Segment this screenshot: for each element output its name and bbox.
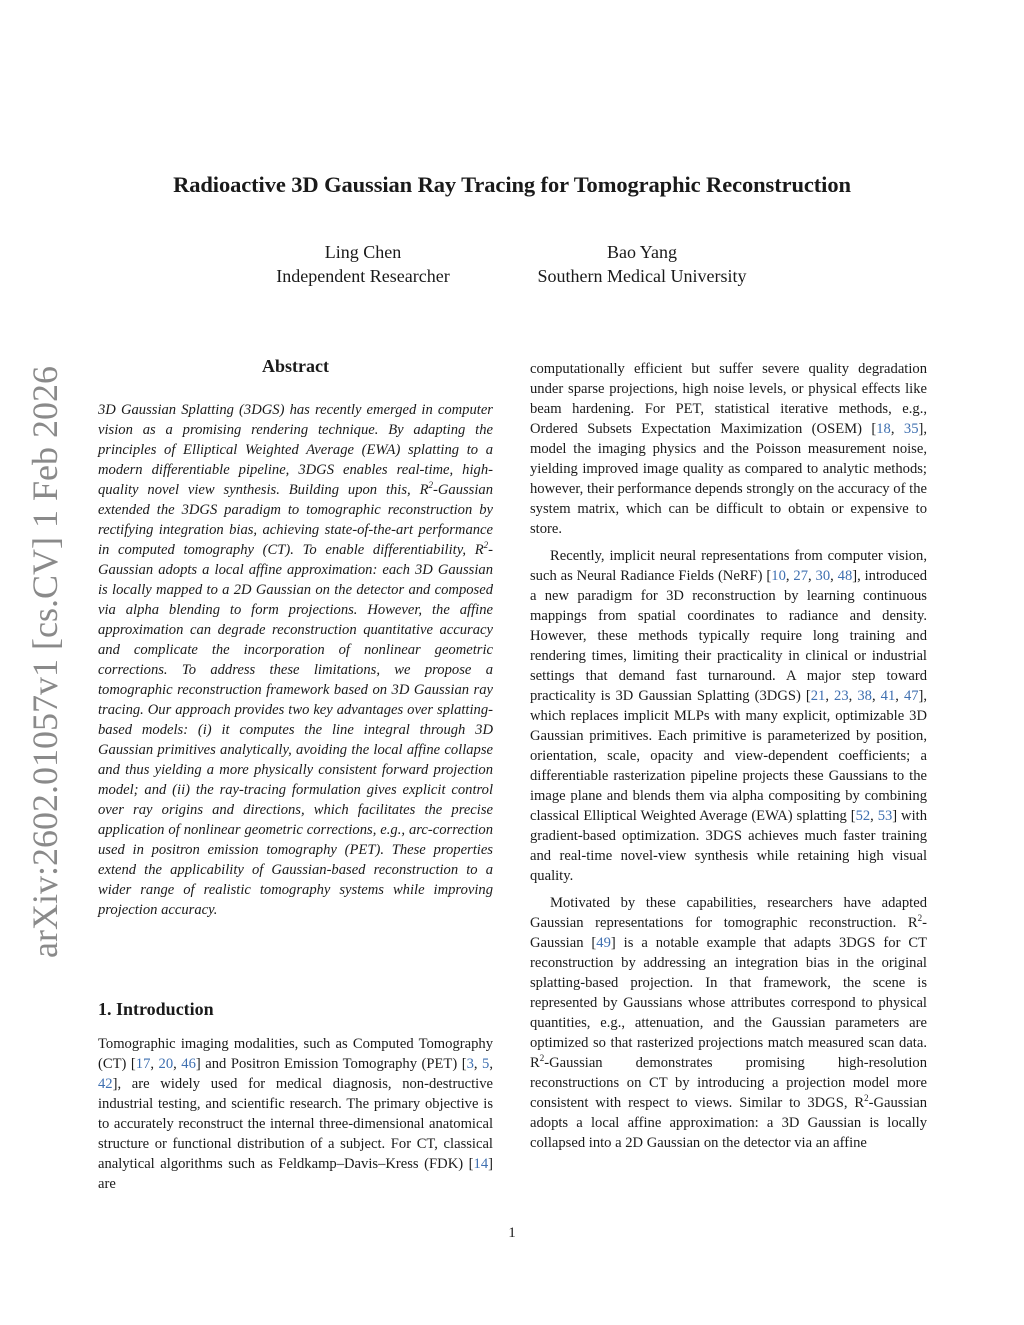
citation-link[interactable]: 18: [876, 421, 891, 437]
author-affiliation: Independent Researcher: [276, 266, 450, 286]
citation-link[interactable]: 48: [837, 568, 853, 584]
citation-link[interactable]: 27: [793, 568, 808, 584]
citation-link[interactable]: 46: [181, 1056, 196, 1072]
abstract-heading: Abstract: [262, 356, 329, 376]
citation-link[interactable]: 35: [903, 421, 919, 437]
page-number: 1: [508, 1225, 516, 1241]
right-column: [530, 359, 927, 1153]
citation-link[interactable]: 49: [596, 935, 611, 951]
citation-link[interactable]: 38: [857, 688, 872, 704]
citation-link[interactable]: 5: [482, 1056, 490, 1072]
citation-link[interactable]: 41: [880, 688, 896, 704]
intro-paragraph-1-continued: computationally efficient but suffer severe quality degradation under sparse projections, high noise levels, or physical effects like beam hardening. For PET, statistical iterative methods, e.g., Ordered Subsets Expectation Maximization (OSEM) [18, 35], model the imaging physics and the Poisson measurement noise, yielding improved image quality as compared to analytic methods; however, their performance depends strongly on the accuracy of the system matrix, which can be difficult to obtain or expensive to store.: [530, 361, 928, 537]
intro-paragraph-1: Tomographic imaging modalities, such as Computed Tomography (CT) [17, 20, 46] and Positron Emission Tomography (PET) [3, 5, 42], are widely used for medical diagnosis, non-destructive industrial testing, and scientific research. The primary objective is to accurately reconstruct the internal three-dimensional anatomical structure or functional distribution of a subject. For CT, classical analytical algorithms such as Feldkamp–Davis–Kress (FDK) [14] are: [98, 1036, 493, 1192]
citation-link[interactable]: 3: [466, 1056, 474, 1072]
citation-link[interactable]: 30: [815, 568, 831, 584]
section-heading-introduction: 1. Introduction: [98, 999, 214, 1019]
author-block-2: [492, 240, 792, 288]
citation-link[interactable]: 21: [810, 688, 826, 704]
intro-paragraph-3: Motivated by these capabilities, researchers have adapted Gaussian representations for tomographic reconstruction. $R^2$-Gaussian [49] is a notable example that adapts 3DGS for CT reconstruction by addressing an integration bias in the original splatting-based projection. In that framework, the scene is represented by Gaussians whose attributes correspond to physical quantities, e.g., attenuation, and the Gaussian parameters are optimized so that rasterized projections match measured scan data. $R^2$-Gaussian demonstrates promising high-resolution reconstructions on CT by introducing a projection model more consistent with respect to views. Similar to 3DGS, $R^2$-Gaussian adopts a local affine approximation: a 3D Gaussian is locally collapsed into a 2D Gaussian on the detector via an affine: [530, 895, 927, 1151]
author-affiliation: Southern Medical University: [537, 266, 747, 286]
citation-link[interactable]: 10: [771, 568, 786, 584]
paper-title: Radioactive 3D Gaussian Ray Tracing for Tomographic Reconstruction: [173, 172, 851, 197]
citation-link[interactable]: 17: [135, 1056, 151, 1072]
intro-paragraph-2: Recently, implicit neural representations from computer vision, such as Neural Radiance Fields (NeRF) [10, 27, 30, 48], introduced a new paradigm for 3D reconstruction by learning continuous mappings from spatial coordinates to radiance and density. However, these methods typically require long training and rendering times, limiting their practicality in clinical or industrial settings that demand fast turnaround. A major step toward practicality is 3D Gaussian Splatting (3DGS) [21, 23, 38, 41, 47], which replaces implicit MLPs with many explicit, optimizable 3D Gaussian primitives. Each primitive is parameterized by position, orientation, scale, opacity and view-dependent coefficients; a differentiable rasterization pipeline projects these Gaussians to the image plane and blends them via alpha compositing by combining classical Elliptical Weighted Average (EWA) splatting [52, 53] with gradient-based optimization. 3DGS achieves much faster training and real-time novel-view synthesis while retaining high visual quality.: [530, 548, 928, 884]
author-block-1: [213, 240, 513, 288]
citation-link[interactable]: 42: [98, 1076, 113, 1092]
citation-link[interactable]: 20: [158, 1056, 174, 1072]
citation-link[interactable]: 14: [473, 1156, 489, 1172]
citation-link[interactable]: 23: [834, 688, 849, 704]
citation-link[interactable]: 53: [877, 808, 893, 824]
citation-link[interactable]: 47: [903, 688, 919, 704]
arxiv-identifier: arXiv:2602.01057v1 [cs.CV] 1 Feb 2026: [25, 366, 65, 958]
author-name: Bao Yang: [606, 242, 677, 262]
abstract-text: 3D Gaussian Splatting (3DGS) has recently emerged in computer vision as a promising rendering technique. By adapting the principles of Elliptical Weighted Average (EWA) splatting to a modern differentiable pipeline, 3DGS enables real-time, high-quality novel view synthesis. Building upon this, $R^2$-Gaussian extended the 3DGS paradigm to tomographic reconstruction by rectifying integration bias, achieving state-of-the-art performance in computed tomography (CT). To enable differentiability, $R^2$-Gaussian adopts a local affine approximation: each 3D Gaussian is locally mapped to a 2D Gaussian on the detector and composed via alpha blending to form projections. However, the affine approximation can degrade reconstruction quantitative accuracy and complicate the incorporation of nonlinear geometric corrections. To address these limitations, we propose a tomographic reconstruction framework based on 3D Gaussian ray tracing. Our approach provides two key advantages over splatting-based models: (i) it computes the line integral through 3D Gaussian primitives analytically, avoiding the local affine collapse and thus yielding a more physically consistent forward projection model; and (ii) the ray-tracing formulation gives explicit control over ray origins and directions, which facilitates the precise application of nonlinear geometric corrections, e.g., arc-correction used in positron emission tomography (PET). These properties extend the applicability of Gaussian-based reconstruction to a wider range of realistic tomography systems while improving projection accuracy.: [98, 402, 493, 918]
citation-link[interactable]: 52: [855, 808, 871, 824]
author-name: Ling Chen: [324, 242, 402, 262]
